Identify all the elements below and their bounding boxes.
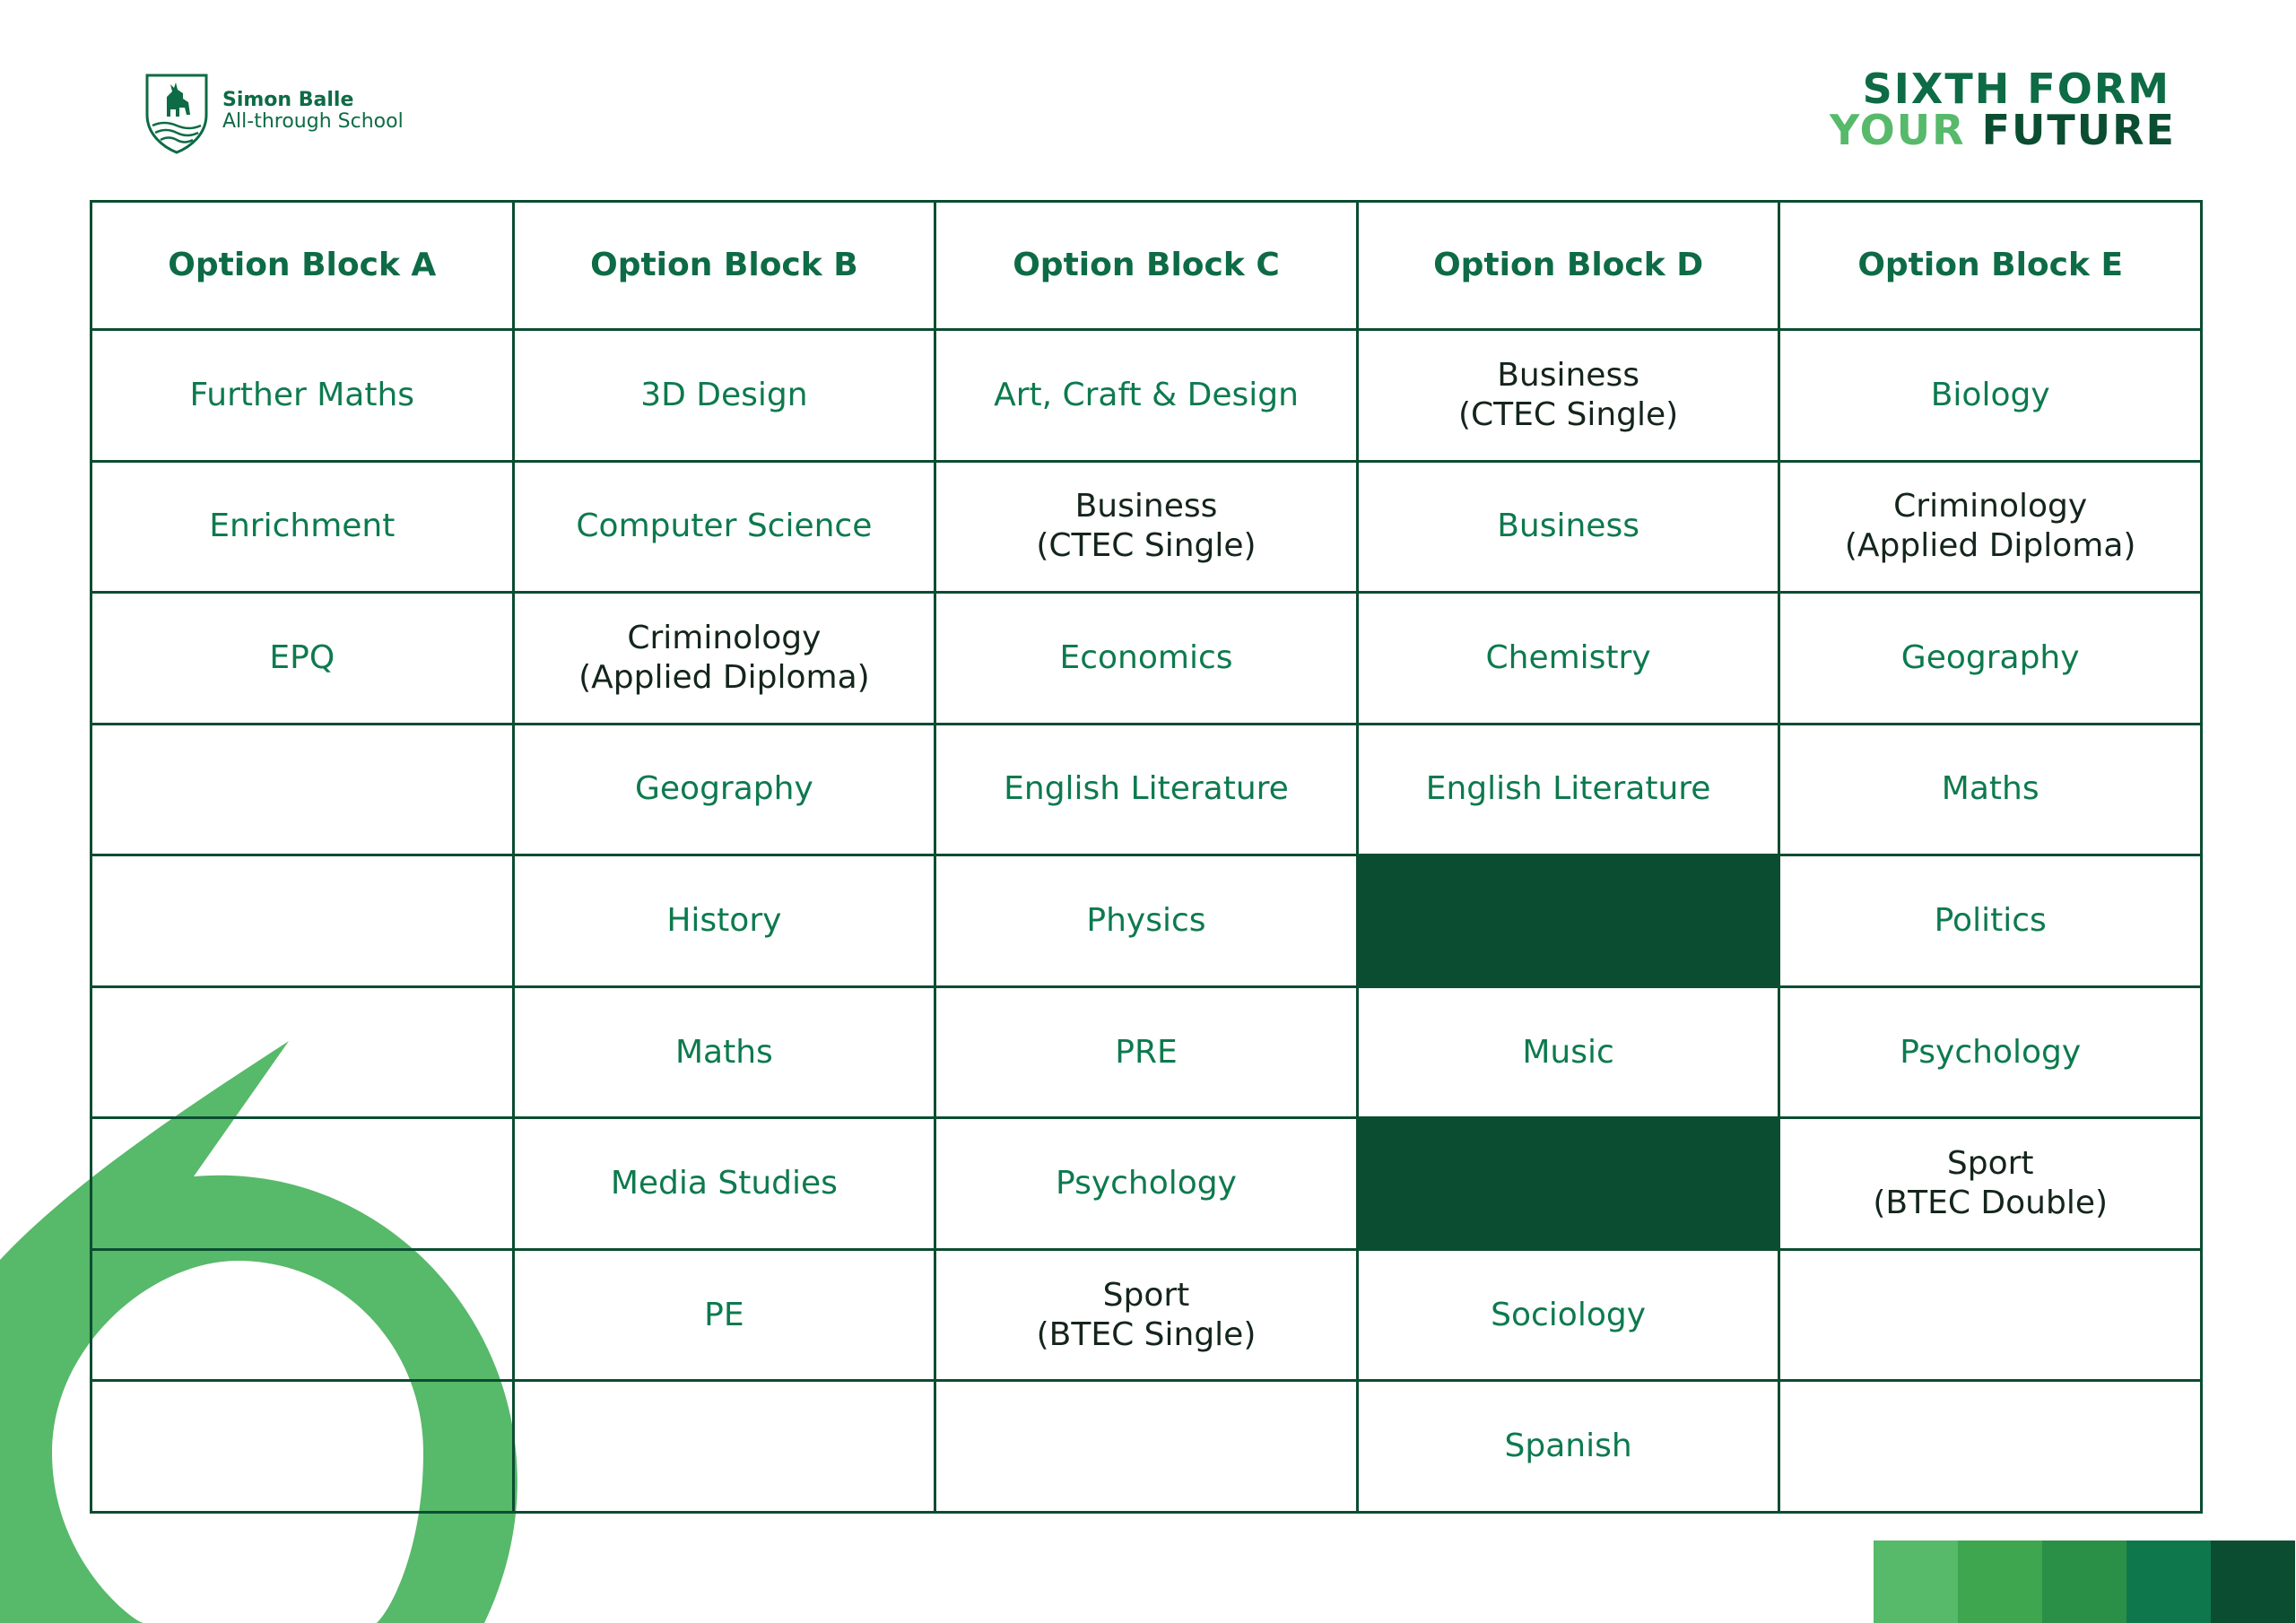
table-cell: Spanish (1357, 1381, 1779, 1513)
table-cell: Economics (935, 593, 1358, 725)
school-logo (144, 72, 448, 161)
table-cell: English Literature (935, 724, 1358, 855)
header-option-block-b: Option Block B (513, 202, 935, 330)
table-cell-empty (513, 1381, 935, 1513)
table-cell: Biology (1779, 330, 2202, 462)
table-cell: EPQ (91, 593, 514, 725)
table-cell-empty (91, 1249, 514, 1381)
table-cell: Psychology (1779, 986, 2202, 1118)
header-option-block-c: Option Block C (935, 202, 1358, 330)
future-word: FUTURE (1981, 106, 2176, 154)
table-row (91, 1249, 2202, 1381)
table-cell: Politics (1779, 855, 2202, 987)
table-cell-empty (91, 986, 514, 1118)
table-cell: Further Maths (91, 330, 514, 462)
table-cell-empty (91, 1381, 514, 1513)
table-cell-empty (1779, 1249, 2202, 1381)
color-bar (1958, 1541, 2042, 1623)
header-option-block-a: Option Block A (91, 202, 514, 330)
table-row (91, 855, 2202, 987)
table-cell: Art, Craft & Design (935, 330, 1358, 462)
color-bar (2211, 1541, 2295, 1623)
table-row (91, 1381, 2202, 1513)
table-cell: Psychology (935, 1118, 1358, 1250)
table-cell: Criminology (Applied Diploma) (1779, 461, 2202, 593)
table-cell: Geography (513, 724, 935, 855)
table-cell: English Literature (1357, 724, 1779, 855)
color-bar (1874, 1541, 1958, 1623)
table-cell-empty (1779, 1381, 2202, 1513)
school-subtitle: All-through School (222, 110, 404, 133)
table-row (91, 724, 2202, 855)
table-cell: Enrichment (91, 461, 514, 593)
sixth-form-line: SIXTH FORM (1862, 65, 2170, 113)
color-bar (2126, 1541, 2211, 1623)
table-cell: Chemistry (1357, 593, 1779, 725)
header-row (91, 202, 2202, 330)
table-cell: Sociology (1357, 1249, 1779, 1381)
table-cell: Maths (513, 986, 935, 1118)
table-cell: History (513, 855, 935, 987)
table-cell: Business (1357, 461, 1779, 593)
table-cell-filled (1357, 1118, 1779, 1250)
table-cell: Media Studies (513, 1118, 935, 1250)
table-cell: Sport (BTEC Single) (935, 1249, 1358, 1381)
table-cell: Criminology (Applied Diploma) (513, 593, 935, 725)
table-cell-filled (1357, 855, 1779, 987)
table-cell: Computer Science (513, 461, 935, 593)
table-cell: Music (1357, 986, 1779, 1118)
table-cell: Physics (935, 855, 1358, 987)
table-cell: Geography (1779, 593, 2202, 725)
table-cell-empty (91, 855, 514, 987)
header-option-block-d: Option Block D (1357, 202, 1779, 330)
table-cell: Business (CTEC Single) (1357, 330, 1779, 462)
header-option-block-e: Option Block E (1779, 202, 2202, 330)
your-word: YOUR (1830, 106, 1966, 154)
color-bars (1874, 1541, 2295, 1623)
color-bar (2042, 1541, 2126, 1623)
sixth-form-logo (1830, 65, 2176, 158)
table-cell: PRE (935, 986, 1358, 1118)
table-row (91, 593, 2202, 725)
table-row (91, 330, 2202, 462)
table-cell: Business (CTEC Single) (935, 461, 1358, 593)
table-cell: 3D Design (513, 330, 935, 462)
your-future-line (1830, 106, 2176, 154)
school-crest-icon (144, 72, 210, 154)
table-cell: Maths (1779, 724, 2202, 855)
table-row (91, 986, 2202, 1118)
table-cell-empty (935, 1381, 1358, 1513)
option-blocks-table (90, 200, 2203, 1514)
table-cell: Sport (BTEC Double) (1779, 1118, 2202, 1250)
school-name: Simon Balle (222, 89, 354, 111)
table-cell: PE (513, 1249, 935, 1381)
table-cell-empty (91, 724, 514, 855)
table-row (91, 1118, 2202, 1250)
table-cell-empty (91, 1118, 514, 1250)
table-row (91, 461, 2202, 593)
